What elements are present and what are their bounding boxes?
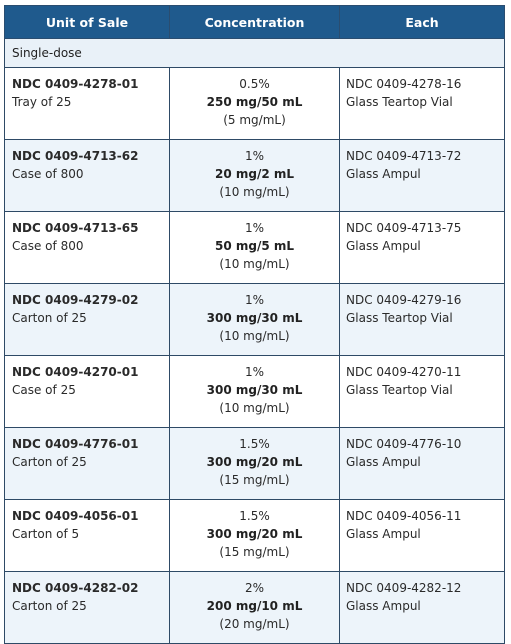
conc-percent: 1.5%: [239, 509, 270, 523]
header-each: Each: [340, 6, 505, 39]
cell-concentration: [170, 356, 340, 428]
each-ndc: NDC 0409-4279-16: [346, 293, 462, 307]
unit-pack: Carton of 25: [12, 599, 87, 613]
unit-pack: Case of 800: [12, 239, 84, 253]
unit-ndc: NDC 0409-4713-65: [12, 221, 139, 235]
each-type: Glass Ampul: [346, 239, 421, 253]
each-ndc: NDC 0409-4278-16: [346, 77, 462, 91]
table-row: [5, 68, 505, 140]
conc-amount: 250 mg/50 mL: [206, 95, 303, 109]
cell-unit-of-sale: [5, 428, 170, 500]
cell-each: [340, 572, 505, 644]
unit-pack: Case of 25: [12, 383, 76, 397]
cell-each: [340, 284, 505, 356]
unit-pack: Carton of 25: [12, 311, 87, 325]
conc-per-ml: (5 mg/mL): [223, 113, 286, 127]
conc-per-ml: (10 mg/mL): [219, 401, 290, 415]
unit-ndc: NDC 0409-4278-01: [12, 77, 139, 91]
table-row: [5, 140, 505, 212]
table-row: [5, 212, 505, 284]
unit-ndc: NDC 0409-4282-02: [12, 581, 139, 595]
cell-concentration: [170, 140, 340, 212]
each-type: Glass Teartop Vial: [346, 95, 453, 109]
cell-unit-of-sale: [5, 284, 170, 356]
each-type: Glass Ampul: [346, 455, 421, 469]
unit-pack: Tray of 25: [12, 95, 72, 109]
section-label: Single-dose: [5, 39, 505, 68]
each-ndc: NDC 0409-4270-11: [346, 365, 462, 379]
header-unit-of-sale: Unit of Sale: [5, 6, 170, 39]
each-ndc: NDC 0409-4713-72: [346, 149, 462, 163]
conc-percent: 2%: [244, 581, 265, 595]
conc-percent: 1%: [244, 149, 265, 163]
cell-concentration: [170, 284, 340, 356]
conc-percent: 1%: [244, 365, 265, 379]
header-concentration: Concentration: [170, 6, 340, 39]
table-row: [5, 356, 505, 428]
unit-ndc: NDC 0409-4776-01: [12, 437, 139, 451]
conc-per-ml: (15 mg/mL): [219, 545, 290, 559]
table-header-row: [5, 6, 505, 39]
cell-each: [340, 212, 505, 284]
conc-amount: 50 mg/5 mL: [214, 239, 295, 253]
cell-unit-of-sale: [5, 572, 170, 644]
cell-unit-of-sale: [5, 212, 170, 284]
conc-per-ml: (10 mg/mL): [219, 257, 290, 271]
cell-each: [340, 68, 505, 140]
each-ndc: NDC 0409-4776-10: [346, 437, 462, 451]
cell-concentration: [170, 428, 340, 500]
cell-unit-of-sale: [5, 68, 170, 140]
product-table: [4, 5, 505, 644]
product-table-container: [4, 5, 504, 644]
unit-ndc: NDC 0409-4056-01: [12, 509, 139, 523]
conc-amount: 300 mg/30 mL: [206, 383, 303, 397]
unit-pack: Carton of 25: [12, 455, 87, 469]
cell-concentration: [170, 500, 340, 572]
conc-percent: 1%: [244, 221, 265, 235]
unit-ndc: NDC 0409-4713-62: [12, 149, 139, 163]
conc-per-ml: (10 mg/mL): [219, 329, 290, 343]
conc-percent: 0.5%: [239, 77, 270, 91]
each-type: Glass Ampul: [346, 167, 421, 181]
each-type: Glass Ampul: [346, 599, 421, 613]
cell-each: [340, 140, 505, 212]
each-type: Glass Teartop Vial: [346, 383, 453, 397]
section-row: [5, 39, 505, 68]
cell-unit-of-sale: [5, 140, 170, 212]
each-type: Glass Teartop Vial: [346, 311, 453, 325]
conc-amount: 20 mg/2 mL: [214, 167, 295, 181]
conc-per-ml: (15 mg/mL): [219, 473, 290, 487]
cell-concentration: [170, 572, 340, 644]
cell-concentration: [170, 212, 340, 284]
cell-unit-of-sale: [5, 500, 170, 572]
unit-ndc: NDC 0409-4279-02: [12, 293, 139, 307]
each-ndc: NDC 0409-4713-75: [346, 221, 462, 235]
each-ndc: NDC 0409-4282-12: [346, 581, 462, 595]
cell-concentration: [170, 68, 340, 140]
cell-unit-of-sale: [5, 356, 170, 428]
cell-each: [340, 428, 505, 500]
table-row: [5, 428, 505, 500]
conc-amount: 300 mg/20 mL: [206, 527, 303, 541]
unit-pack: Case of 800: [12, 167, 84, 181]
conc-per-ml: (10 mg/mL): [219, 185, 290, 199]
each-ndc: NDC 0409-4056-11: [346, 509, 462, 523]
conc-amount: 300 mg/30 mL: [206, 311, 303, 325]
table-row: [5, 572, 505, 644]
table-row: [5, 284, 505, 356]
conc-per-ml: (20 mg/mL): [219, 617, 290, 631]
each-type: Glass Ampul: [346, 527, 421, 541]
table-row: [5, 500, 505, 572]
unit-ndc: NDC 0409-4270-01: [12, 365, 139, 379]
conc-amount: 200 mg/10 mL: [206, 599, 303, 613]
conc-percent: 1%: [244, 293, 265, 307]
unit-pack: Carton of 5: [12, 527, 80, 541]
cell-each: [340, 500, 505, 572]
cell-each: [340, 356, 505, 428]
conc-percent: 1.5%: [239, 437, 270, 451]
conc-amount: 300 mg/20 mL: [206, 455, 303, 469]
